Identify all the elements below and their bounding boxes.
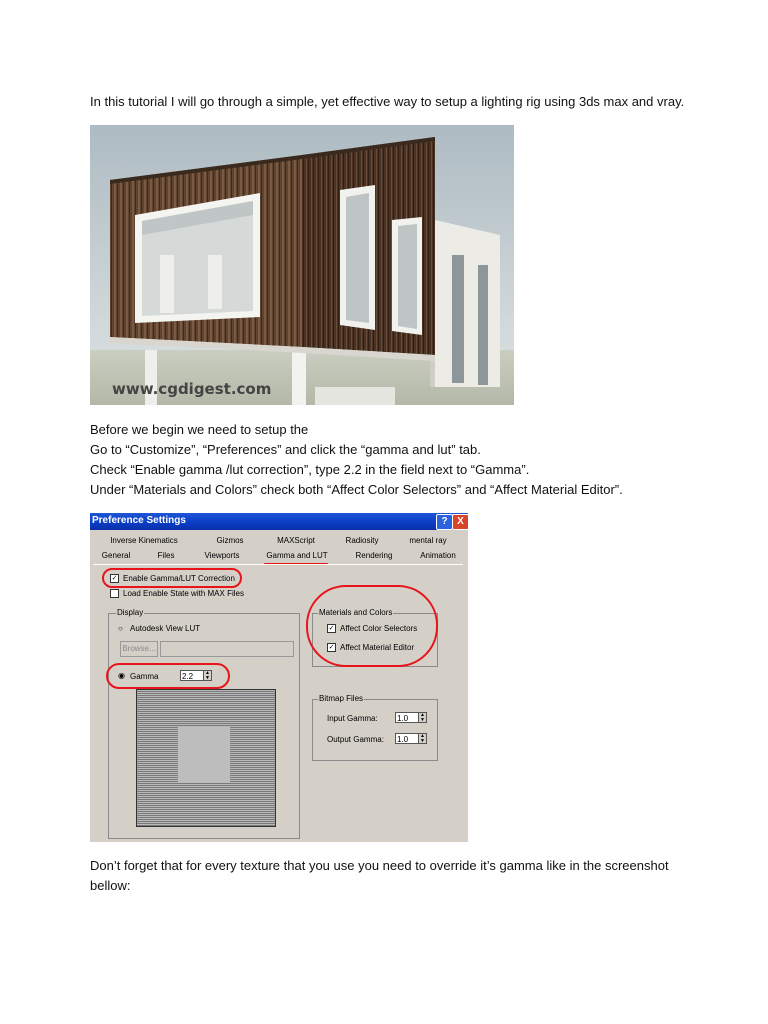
tab-viewports[interactable]: Viewports [204, 551, 240, 560]
enable-gamma-highlight [102, 568, 242, 588]
output-gamma-spinner[interactable] [395, 733, 427, 744]
enable-gamma-label: Enable Gamma/LUT Correction [123, 574, 235, 583]
tab-inverse-kinematics[interactable]: Inverse Kinematics [110, 536, 178, 545]
autodesk-lut-label: Autodesk View LUT [130, 624, 201, 633]
dialog-title: Preference Settings [92, 515, 186, 526]
instruction-line-3: Check “Enable gamma /lut correction”, type 2.2 in the field next to “Gamma”. [90, 462, 530, 477]
instruction-line-4: Under “Materials and Colors” check both “Affect Color Selectors” and “Affect Material Editor”. [90, 482, 623, 497]
gamma-radio[interactable]: ◉ [118, 671, 125, 680]
tab-maxscript[interactable]: MAXScript [277, 536, 315, 545]
input-gamma-arrows[interactable]: ▲ ▼ [418, 713, 426, 722]
gamma-label: Gamma [130, 672, 159, 681]
lut-path-field [160, 641, 294, 657]
browse-button[interactable]: Browse... [120, 641, 158, 657]
autodesk-lut-radio[interactable]: ○ [118, 624, 123, 633]
preference-settings-dialog [90, 513, 468, 842]
intro-paragraph: In this tutorial I will go through a simple, yet effective way to setup a lighting rig using 3ds max and vray. [90, 94, 685, 109]
gamma-spinner-arrows[interactable]: ▲ ▼ [203, 671, 211, 680]
input-gamma-value: 1.0 [397, 714, 409, 723]
help-button[interactable]: ? [436, 514, 453, 530]
input-gamma-label: Input Gamma: [327, 714, 378, 723]
affect-material-checkbox[interactable]: ✓ [328, 644, 335, 651]
gamma-highlight [106, 663, 230, 689]
display-group-label: Display [117, 608, 144, 617]
tab-gamma-and-lut[interactable]: Gamma and LUT [266, 551, 328, 560]
affect-material-label: Affect Material Editor [340, 643, 415, 652]
footer-line-2: bellow: [90, 878, 131, 893]
load-enable-label: Load Enable State with MAX Files [123, 589, 244, 598]
bitmap-files-label: Bitmap Files [319, 694, 364, 703]
input-gamma-spinner[interactable] [395, 712, 427, 723]
house-render-image [90, 125, 514, 405]
gamma-test-center [178, 727, 230, 783]
affect-color-checkbox[interactable]: ✓ [328, 625, 335, 632]
affect-color-label: Affect Color Selectors [340, 624, 418, 633]
tab-rendering[interactable]: Rendering [355, 551, 393, 560]
footer-line-1: Don’t forget that for every texture that you use you need to override it’s gamma like in the screenshot [90, 858, 669, 873]
tab-mental-ray[interactable]: mental ray [409, 536, 447, 545]
tab-files[interactable]: Files [157, 551, 175, 560]
tab-gizmos[interactable]: Gizmos [216, 536, 244, 545]
tab-general[interactable]: General [101, 551, 131, 560]
tab-radiosity[interactable]: Radiosity [345, 536, 379, 545]
output-gamma-label: Output Gamma: [327, 735, 384, 744]
bitmap-files-group [312, 699, 438, 761]
load-enable-checkbox[interactable] [110, 589, 119, 598]
tab-animation[interactable]: Animation [420, 551, 456, 560]
materials-colors-label: Materials and Colors [319, 608, 393, 617]
instruction-line-2: Go to “Customize”, “Preferences” and click the “gamma and lut” tab. [90, 442, 481, 457]
enable-gamma-checkbox[interactable]: ✓ [111, 575, 118, 582]
dialog-titlebar [90, 513, 468, 530]
materials-highlight [306, 585, 438, 667]
instruction-line-1: Before we begin we need to setup the [90, 422, 309, 437]
close-button[interactable]: X [452, 514, 468, 530]
output-gamma-value: 1.0 [397, 735, 409, 744]
gamma-value: 2.2 [182, 672, 194, 681]
watermark-text: www.cgdigest.com [112, 380, 272, 398]
output-gamma-arrows[interactable]: ▲ ▼ [418, 734, 426, 743]
tab-panel-border [93, 564, 463, 565]
